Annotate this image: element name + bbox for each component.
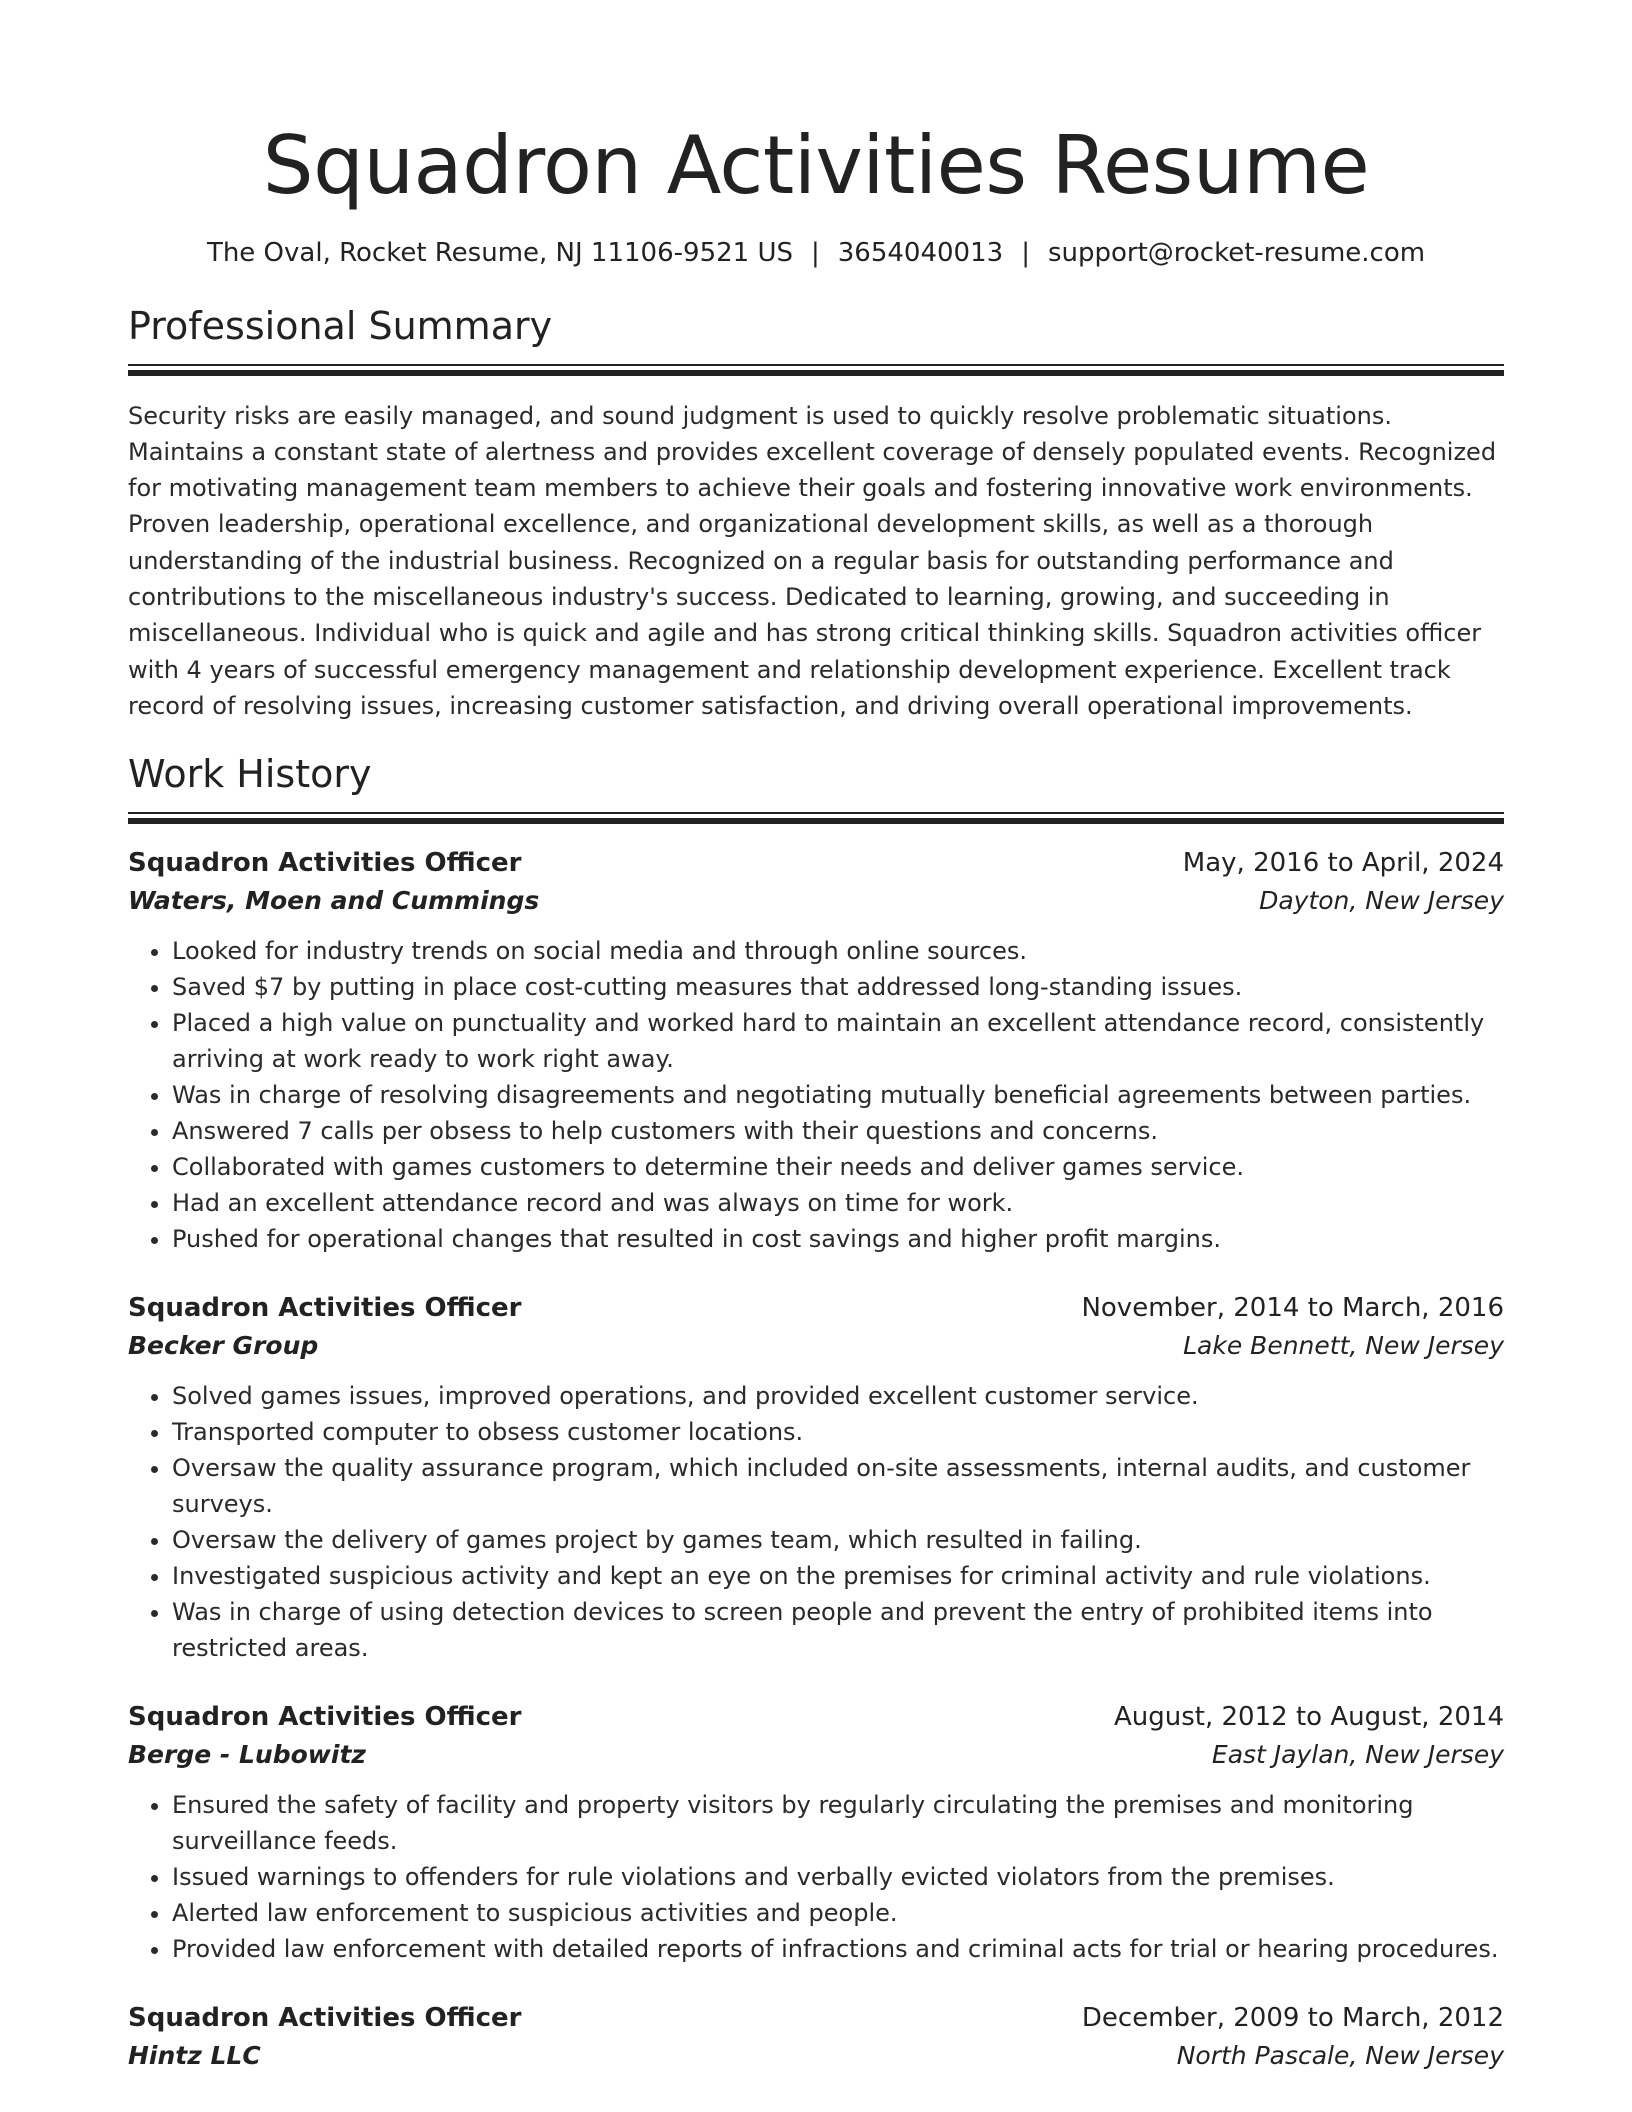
contact-address: The Oval, Rocket Resume, NJ 11106-9521 US	[206, 238, 793, 268]
list-item: • Answered 7 calls per obsess to help customers with their questions and concerns.	[172, 1113, 1504, 1149]
list-item: • Was in charge of resolving disagreements and negotiating mutually beneficial agreements between parties.	[172, 1077, 1504, 1113]
job-bullets	[128, 1787, 1504, 1967]
section-divider	[128, 812, 1504, 824]
job-company: Hintz LLC	[128, 2040, 261, 2070]
contact-phone: 3654040013	[837, 238, 1004, 268]
job-company: Becker Group	[128, 1330, 319, 1360]
job-entry	[128, 1702, 1504, 1967]
job-company: Berge - Lubowitz	[128, 1739, 366, 1769]
job-location: Dayton, New Jersey	[1259, 885, 1504, 915]
list-item: • Solved games issues, improved operations, and provided excellent customer service.	[172, 1378, 1504, 1414]
contact-separator: |	[1021, 238, 1030, 268]
list-item: • Ensured the safety of facility and property visitors by regularly circulating the premises and monitoring surveillance feeds.	[172, 1787, 1504, 1859]
job-bullets	[128, 933, 1504, 1257]
job-dates: November, 2014 to March, 2016	[1081, 1292, 1504, 1323]
work-history-heading: Work History	[128, 752, 372, 797]
list-item: • Investigated suspicious activity and kept an eye on the premises for criminal activity and rule violations.	[172, 1558, 1504, 1594]
list-item: • Issued warnings to offenders for rule violations and verbally evicted violators from the premises.	[172, 1859, 1504, 1895]
job-bullets	[128, 1378, 1504, 1666]
list-item: • Transported computer to obsess customer locations.	[172, 1414, 1504, 1450]
list-item: • Placed a high value on punctuality and worked hard to maintain an excellent attendance record, consistently arriving at work ready to work right away.	[172, 1005, 1504, 1077]
job-title: Squadron Activities Officer	[128, 1292, 522, 1323]
contact-email: support@rocket-resume.com	[1047, 238, 1426, 268]
summary-text: Security risks are easily managed, and sound judgment is used to quickly resolve problematic situations. Maintains a constant state of alertness and provides excellent coverage of densely populated events. Recognized for motivating management team members to achieve their goals and fostering innovative work environments. Proven leadership, operational excellence, and organizational development skills, as well as a thorough understanding of the industrial business. Recognized on a regular basis for outstanding performance and contributions to the miscellaneous industry's success. Dedicated to learning, growing, and succeeding in miscellaneous. Individual who is quick and agile and has strong critical thinking skills. Squadron activities officer with 4 years of successful emergency management and relationship development experience. Excellent track record of resolving issues, increasing customer satisfaction, and driving overall operational improvements.	[128, 401, 1497, 720]
section-divider	[128, 364, 1504, 376]
job-location: East Jaylan, New Jersey	[1211, 1739, 1504, 1769]
job-title: Squadron Activities Officer	[128, 2002, 522, 2033]
list-item: • Had an excellent attendance record and was always on time for work.	[172, 1185, 1504, 1221]
resume-title: Squadron Activities Resume	[262, 119, 1370, 212]
list-item: • Pushed for operational changes that resulted in cost savings and higher profit margins.	[172, 1221, 1504, 1257]
list-item: • Was in charge of using detection devices to screen people and prevent the entry of prohibited items into restricted areas.	[172, 1594, 1504, 1666]
summary-heading: Professional Summary	[128, 304, 553, 348]
contact-line	[128, 238, 1504, 268]
list-item: • Collaborated with games customers to determine their needs and deliver games service.	[172, 1149, 1504, 1185]
list-item: • Oversaw the delivery of games project by games team, which resulted in failing.	[172, 1522, 1504, 1558]
list-item: • Saved $7 by putting in place cost-cutting measures that addressed long-standing issues.	[172, 969, 1504, 1005]
work-history-section	[128, 752, 1504, 2070]
list-item: • Alerted law enforcement to suspicious activities and people.	[172, 1895, 1504, 1931]
job-company: Waters, Moen and Cummings	[128, 885, 540, 915]
job-dates: August, 2012 to August, 2014	[1114, 1701, 1504, 1732]
job-entry	[128, 848, 1504, 1257]
job-title: Squadron Activities Officer	[128, 1701, 522, 1732]
job-location: North Pascale, New Jersey	[1176, 2040, 1504, 2070]
list-item: • Provided law enforcement with detailed reports of infractions and criminal acts for trial or hearing procedures.	[172, 1931, 1504, 1967]
list-item: • Oversaw the quality assurance program, which included on-site assessments, internal audits, and customer surveys.	[172, 1450, 1504, 1522]
summary-section	[128, 304, 1504, 724]
list-item: • Looked for industry trends on social media and through online sources.	[172, 933, 1504, 969]
job-dates: December, 2009 to March, 2012	[1081, 2002, 1504, 2033]
contact-separator: |	[811, 238, 820, 268]
job-dates: May, 2016 to April, 2024	[1182, 847, 1504, 878]
job-entry	[128, 1293, 1504, 1666]
job-location: Lake Bennett, New Jersey	[1183, 1330, 1504, 1360]
job-entry	[128, 2003, 1504, 2070]
job-title: Squadron Activities Officer	[128, 847, 522, 878]
